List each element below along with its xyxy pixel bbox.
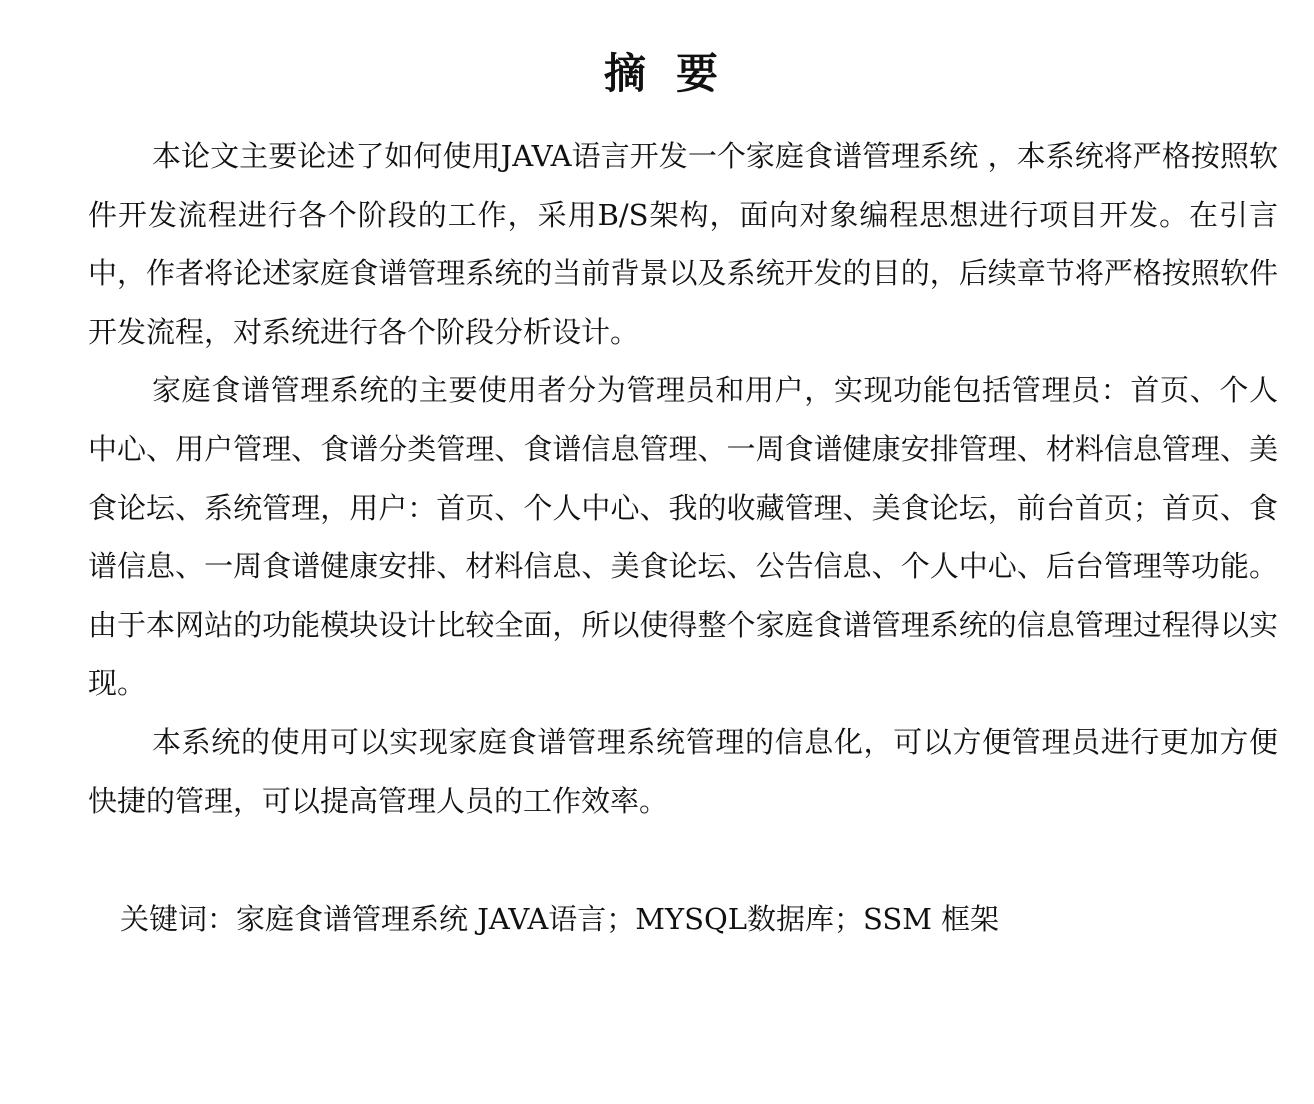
abstract-paragraph-2: 家庭食谱管理系统的主要使用者分为管理员和用户，实现功能包括管理员：首页、个人中心、用户管理、食谱分类管理、食谱信息管理、一周食谱健康安排管理、材料信息管理、美食论坛、系统管理，用户：首页、个人中心、我的收藏管理、美食论坛，前台首页；首页、食谱信息、一周食谱健康安排、材料信息、美食论坛、公告信息、个人中心、后台管理等功能。由于本网站的功能模块设计比较全面，所以使得整个家庭食谱管理系统的信息管理过程得以实现。 (88, 373, 1278, 701)
abstract-title: 摘要 (603, 49, 748, 98)
abstract-paragraph-3: 本系统的使用可以实现家庭食谱管理系统管理的信息化，可以方便管理员进行更加方便快捷的管理，可以提高管理人员的工作效率。 (88, 724, 1278, 818)
abstract-paragraph-1: 本论文主要论述了如何使用JAVA语言开发一个家庭食谱管理系统 ，本系统将严格按照软件开发流程进行各个阶段的工作，采用B/S架构，面向对象编程思想进行项目开发。在引言中，作者将论述家庭食谱管理系统的当前背景以及系统开发的目的，后续章节将严格按照软件开发流程，对系统进行各个阶段分析设计。 (88, 139, 1278, 349)
keywords-line: 关键词：家庭食谱管理系统 JAVA语言；MYSQL数据库；SSM 框架 (120, 902, 1000, 936)
abstract-body (88, 127, 1278, 830)
